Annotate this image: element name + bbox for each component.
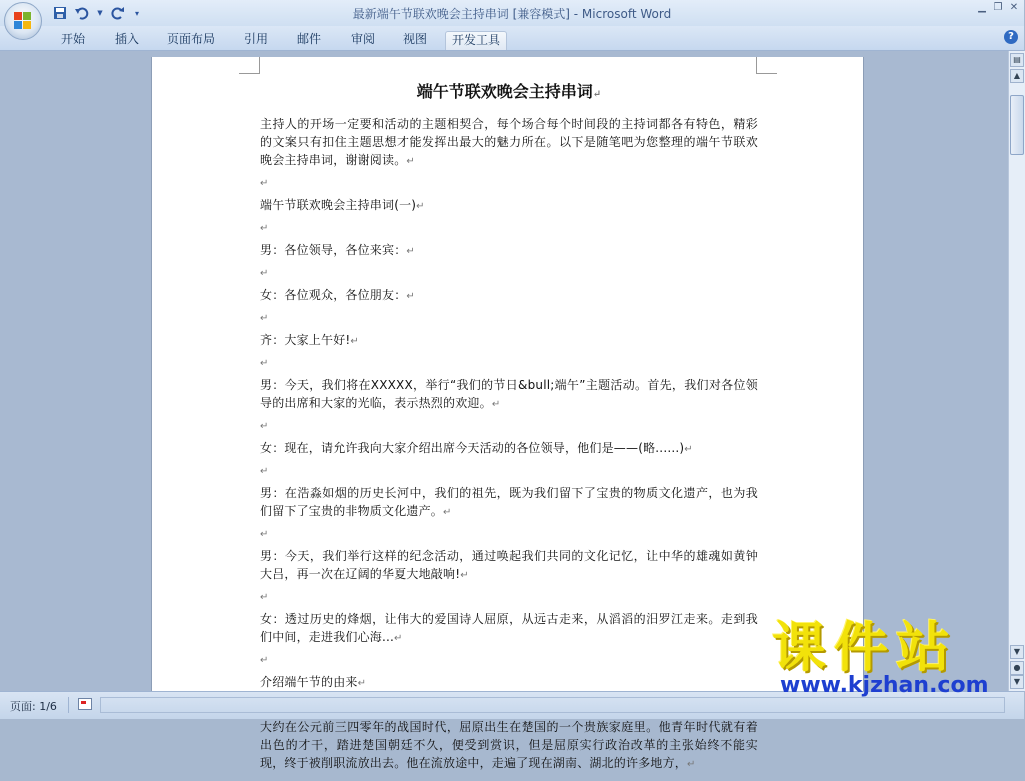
paragraph-text: 男：今天，我们举行这样的纪念活动，通过唤起我们共同的文化记忆，让中华的雄魂如黄钟大吕，再一次在辽阔的华夏大地敲响!	[260, 549, 758, 581]
page-indicator[interactable]: 页面: 1/6	[10, 700, 57, 713]
paragraph	[260, 439, 758, 459]
tab-home[interactable]: 开始	[61, 32, 86, 46]
scroll-thumb[interactable]	[1010, 95, 1024, 155]
empty-paragraph	[260, 358, 758, 370]
minimize-icon[interactable]: ▁	[978, 2, 986, 13]
paragraph-mark: ↵	[491, 399, 501, 410]
empty-paragraph	[260, 466, 758, 478]
window-title: 最新端午节联欢晚会主持串词 [兼容模式] - Microsoft Word	[352, 7, 672, 21]
customize-qat-icon[interactable]: ▾	[134, 8, 139, 18]
crop-mark	[239, 57, 260, 74]
status-divider	[68, 697, 69, 713]
scroll-down-icon[interactable]: ▼	[1010, 645, 1024, 659]
paragraph-text: 齐：大家上午好!	[260, 333, 351, 347]
proofing-status-icon[interactable]	[78, 698, 92, 710]
tab-references[interactable]: 引用	[244, 32, 269, 46]
paragraph-text: 主持人的开场一定要和活动的主题相契合，每个场合每个时间段的主持词都各有特色，精彩的文案只有扣住主题思想才能发挥出最大的魅力所在。以下是随笔吧为您整理的端午节联欢晚会主持串词，谢谢阅读。	[260, 117, 758, 167]
status-bar-area	[100, 697, 1005, 713]
document-body[interactable]	[260, 79, 758, 781]
status-bar	[0, 691, 1024, 719]
paragraph	[260, 196, 758, 216]
scroll-up-icon[interactable]: ▲	[1010, 69, 1024, 83]
paragraph-mark: ↵	[406, 156, 415, 167]
paragraph	[260, 376, 758, 414]
paragraph	[260, 286, 758, 306]
empty-paragraph	[260, 529, 758, 541]
paragraph	[260, 484, 758, 522]
paragraph-mark: ↵	[260, 529, 269, 540]
paragraph-mark: ↵	[260, 358, 269, 369]
paragraph-text: 端午节联欢晚会主持串词(一)	[260, 198, 417, 212]
office-logo-icon	[14, 12, 32, 30]
title-bar	[0, 0, 1024, 26]
paragraph-text: 女：透过历史的烽烟，让伟大的爱国诗人屈原，从远古走来，从滔滔的汨罗江走来。走到我们中间，走进我们心海...	[260, 612, 758, 644]
browse-object-icon[interactable]: ●	[1010, 661, 1024, 675]
paragraph-mark: ↵	[260, 313, 269, 324]
paragraph-mark: ↵	[406, 246, 415, 257]
crop-mark	[756, 57, 777, 74]
tab-developer[interactable]: 开发工具	[445, 31, 507, 50]
paragraph-mark: ↵	[460, 570, 469, 581]
paragraph-mark: ↵	[260, 268, 269, 279]
ribbon-tab-bar	[0, 26, 1024, 51]
paragraph-mark: ↵	[684, 444, 693, 455]
ruler-toggle-icon[interactable]: ▤	[1010, 53, 1024, 67]
tab-insert[interactable]: 插入	[115, 32, 140, 46]
empty-paragraph	[260, 313, 758, 325]
empty-paragraph	[260, 421, 758, 433]
office-button[interactable]	[4, 2, 42, 40]
paragraph-mark: ↵	[687, 759, 696, 770]
paragraph	[260, 610, 758, 648]
watermark-url: www.kjzhan.com	[780, 673, 989, 698]
chevron-down-icon[interactable]: ▼	[97, 9, 103, 17]
paragraph-text: 女：各位观众，各位朋友：	[260, 288, 407, 302]
watermark-text: 课件站	[772, 616, 958, 679]
restore-icon[interactable]: ❐	[993, 2, 1003, 13]
empty-paragraph	[260, 223, 758, 235]
empty-paragraph	[260, 655, 758, 667]
empty-paragraph	[260, 592, 758, 604]
paragraph	[260, 673, 758, 693]
paragraph-text: 男：各位领导，各位来宾：	[260, 243, 407, 257]
paragraph	[260, 241, 758, 261]
empty-paragraph	[260, 268, 758, 280]
paragraph-mark: ↵	[394, 633, 403, 644]
paragraph-text: 介绍端午节的由来	[260, 675, 358, 689]
paragraph-text: 男：在浩淼如烟的历史长河中，我们的祖先，既为我们留下了宝贵的物质文化遗产，也为我们留下了宝贵的非物质文化遗产。	[260, 486, 758, 518]
paragraph-mark: ↵	[260, 178, 269, 189]
tab-view[interactable]: 视图	[403, 32, 428, 46]
paragraph-text: 女：现在，请允许我向大家介绍出席今天活动的各位领导，他们是——(略......)	[260, 441, 685, 455]
paragraph-mark: ↵	[350, 336, 360, 347]
paragraph-mark: ↵	[260, 592, 269, 603]
paragraph	[260, 718, 758, 774]
document-heading: 端午节联欢晚会主持串词↵	[416, 82, 602, 101]
paragraph-mark: ↵	[260, 421, 269, 432]
next-page-icon[interactable]: ▼	[1010, 675, 1024, 689]
paragraph-mark: ↵	[260, 466, 269, 477]
close-icon[interactable]: ✕	[1009, 2, 1019, 13]
empty-paragraph	[260, 178, 758, 190]
paragraph-mark: ↵	[406, 291, 415, 302]
tab-review[interactable]: 审阅	[351, 32, 376, 46]
paragraph-mark: ↵	[416, 201, 425, 212]
help-icon[interactable]: ?	[1004, 30, 1018, 44]
paragraph-mark: ↵	[357, 678, 367, 689]
paragraph-mark: ↵	[260, 223, 269, 234]
paragraph	[260, 547, 758, 585]
paragraph-text: 大约在公元前三四零年的战国时代，屈原出生在楚国的一个贵族家庭里。他青年时代就有着出色的才干，踏进楚国朝廷不久，便受到赏识，但是屈原实行政治改革的主张始终不能实现，终于被削职流放出去。他在流放途中，走遍了现在湖南、湖北的许多地方，	[260, 720, 758, 770]
vertical-scrollbar[interactable]	[1008, 51, 1025, 691]
tab-mailings[interactable]: 邮件	[297, 32, 322, 46]
document-page[interactable]	[151, 57, 864, 770]
window-controls	[976, 2, 1020, 14]
paragraph	[260, 115, 758, 171]
paragraph-mark: ↵	[260, 655, 269, 666]
tab-page-layout[interactable]: 页面布局	[167, 32, 216, 46]
paragraph-mark: ↵	[443, 507, 452, 518]
paragraph-text: 男：今天，我们将在XXXXX，举行“我们的节日&bull;端午”主题活动。首先，我们对各位领导的出席和大家的光临，表示热烈的欢迎。	[260, 378, 758, 410]
paragraph	[260, 331, 758, 351]
